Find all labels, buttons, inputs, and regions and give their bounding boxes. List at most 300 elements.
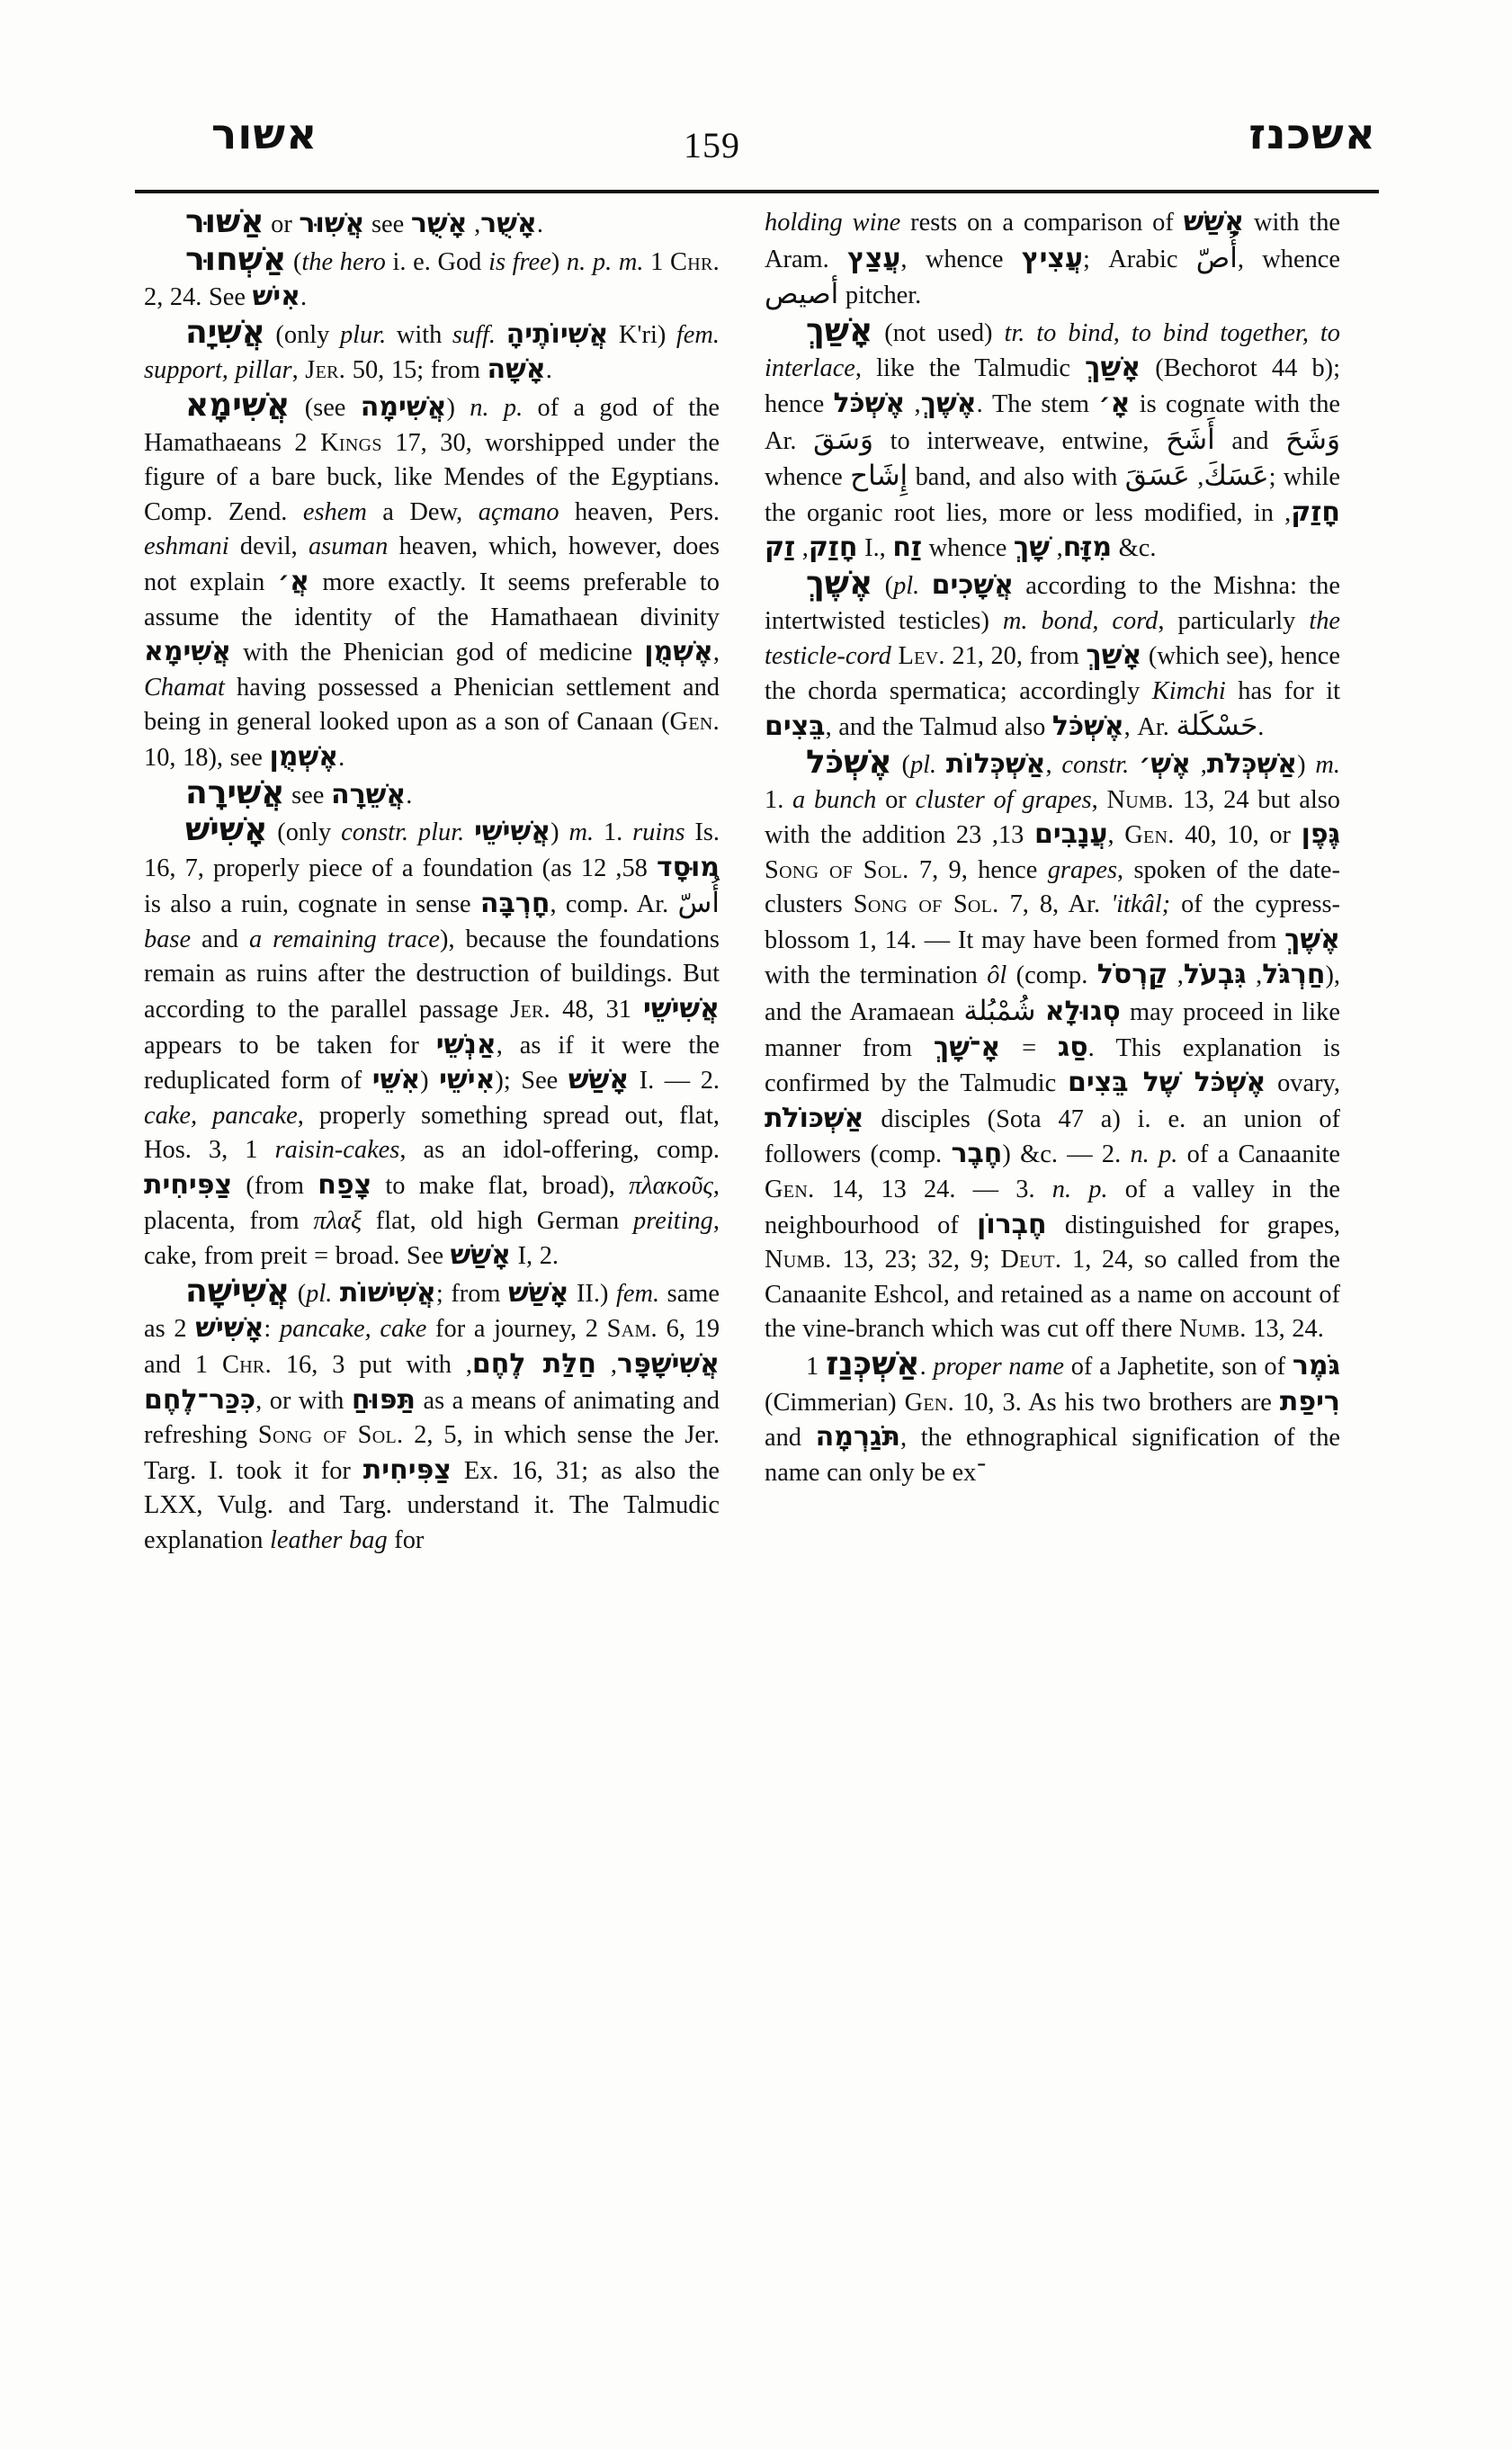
body-text: , xyxy=(712,639,720,667)
entry-headword: אֲשִׁישָׁה xyxy=(185,1272,291,1310)
body-text: 1 xyxy=(643,247,670,276)
scripture-reference: Numb. xyxy=(765,1246,832,1274)
hebrew-word: אֲשִׁישֵׁי xyxy=(643,993,720,1025)
entry-headword: אֶשֶׁךְ xyxy=(806,564,873,602)
body-text: I., xyxy=(857,534,893,563)
body-text: , xyxy=(467,210,481,238)
body-text: , or with xyxy=(255,1386,352,1415)
hebrew-word: אַנְשֵׁי xyxy=(435,1028,497,1060)
body-text: for xyxy=(387,1525,425,1554)
scripture-reference: Song of Sol. xyxy=(765,855,909,884)
body-text: has for it xyxy=(1225,676,1340,705)
hebrew-word: אֶשֶׁךְ xyxy=(1284,923,1340,955)
body-text: 2, 5, in which sense the Jer. Targ. I. took it for xyxy=(144,1421,720,1485)
body-text: 1, 24, so called from the Canaanite Eshcol, and retained as a name on account of the vine-branch which was cut off there xyxy=(765,1246,1340,1344)
body-text: ) xyxy=(1297,750,1316,779)
body-text: , properly something spread out, flat, Hos. 3, 1 xyxy=(144,1101,720,1165)
body-text: distinguished for grapes, xyxy=(1046,1211,1340,1239)
arabic-word: أصيص xyxy=(765,278,839,311)
dictionary-entry xyxy=(765,205,1340,314)
entry-headword: אֶשְׁכֹּל xyxy=(806,743,892,781)
hebrew-word: אָשַׁךְ xyxy=(1085,352,1141,384)
body-text: 13, 23, xyxy=(955,821,1125,850)
body-text: 13, 23; 32, 9; xyxy=(831,1246,1001,1274)
body-text xyxy=(464,818,474,846)
scripture-reference: Sam. xyxy=(606,1315,658,1344)
hebrew-word: אֲ׳ xyxy=(277,565,309,597)
italic-gloss: pancake, cake xyxy=(279,1315,427,1344)
italic-gloss: n. p. m. xyxy=(566,247,644,276)
italic-gloss: Kimchi xyxy=(1151,676,1226,705)
hebrew-word: אֲשִׁיוֹתֶיהָ xyxy=(505,317,609,350)
hebrew-word: אַשְׁכּוֹלֹת xyxy=(765,1102,864,1134)
hebrew-word: אָשַׁשׁ xyxy=(508,1276,569,1309)
body-text: ) xyxy=(446,393,470,422)
body-text: , xyxy=(596,1351,618,1379)
arabic-word: وَسَقَ xyxy=(813,423,873,456)
body-text: for a journey, 2 xyxy=(426,1315,607,1344)
body-text xyxy=(936,751,946,779)
page-number: 159 xyxy=(684,125,740,165)
body-text: ( xyxy=(872,571,894,600)
body-text: according to the Mishna: the intertwisted testicles) xyxy=(765,571,1340,635)
dictionary-entry xyxy=(765,311,1341,567)
body-text: see xyxy=(284,781,331,809)
body-text: 1. xyxy=(806,1353,934,1381)
hebrew-word: סַג xyxy=(1057,1031,1088,1063)
body-text: , whence xyxy=(900,245,1022,273)
body-text: a Dew, xyxy=(366,497,479,526)
entry-headword: אֲשִׁיָה xyxy=(185,313,265,351)
body-text: . xyxy=(300,283,308,312)
hebrew-word: אֶשְׁכֹּל שֶׁל בֵּצִים xyxy=(1067,1067,1266,1099)
dictionary-entry xyxy=(765,743,1341,1347)
body-text: ( xyxy=(420,1067,440,1095)
italic-gloss: pl. xyxy=(893,571,920,600)
body-text: of a god of the Hamathaeans 2 xyxy=(144,393,720,457)
hebrew-word: קַרְסֹל xyxy=(1096,959,1168,991)
hebrew-word: רִיפַת xyxy=(1279,1385,1340,1417)
hebrew-word: עֲצַץ xyxy=(847,242,901,274)
scripture-reference: Numb. xyxy=(1179,1315,1247,1344)
body-text: , xyxy=(465,1351,472,1379)
body-text xyxy=(332,1280,340,1308)
hebrew-word: אִשֵּׁי xyxy=(371,1064,421,1096)
body-text: or xyxy=(876,785,916,814)
scripture-reference: Gen. xyxy=(765,1176,815,1204)
body-text: ; from xyxy=(435,1279,509,1308)
scripture-reference: Jer. xyxy=(305,356,346,385)
body-text: , like the Talmudic xyxy=(854,354,1086,383)
italic-gloss: ruins xyxy=(632,818,685,847)
scripture-reference: Song of Sol. xyxy=(853,890,999,919)
body-text: ), because the foundations remain as ruins after the destruction of buildings. But according to the parallel passage xyxy=(144,925,720,1024)
scripture-reference: Gen. xyxy=(669,708,720,737)
italic-gloss: fem. xyxy=(616,1279,660,1308)
body-text: = xyxy=(1000,1033,1058,1062)
body-text: whence xyxy=(922,534,1014,563)
hebrew-word: צַפִּיחִית xyxy=(362,1453,452,1486)
italic-gloss: Chamat xyxy=(144,673,225,702)
body-text: I, 2. xyxy=(510,1242,559,1271)
body-text: K'ri) xyxy=(608,320,676,349)
entry-headword: אֲשִׁימָא xyxy=(185,386,291,424)
body-text: ( xyxy=(891,750,910,779)
body-text: ( xyxy=(290,1279,307,1308)
body-text: Ex. 16, 31; as also the LXX, Vulg. and Targ. understand it. The Talmudic explanation xyxy=(144,1456,720,1554)
hebrew-word: עֲנָבִים xyxy=(1033,818,1108,851)
hebrew-word: אֲשֵׁרָה xyxy=(330,778,407,810)
body-text: 13, 24 but also with the addition xyxy=(765,785,1341,850)
running-head-right-hebrew: אשכנז xyxy=(1248,110,1376,159)
body-text: whence xyxy=(765,463,851,492)
body-text: to interweave, entwine, xyxy=(872,426,1167,455)
dictionary-entry xyxy=(144,313,720,389)
body-text: , whence xyxy=(1237,245,1340,273)
dictionary-entry xyxy=(144,773,720,814)
body-text: 2, 24. See xyxy=(144,283,253,312)
body-text: heaven, which, however, does not explain xyxy=(144,532,720,596)
hebrew-word: גֶּפֶן xyxy=(1301,818,1340,851)
scripture-reference: Gen. xyxy=(904,1388,955,1417)
italic-gloss: m. xyxy=(1315,750,1340,779)
body-text: 21, 20, from xyxy=(944,642,1087,671)
hebrew-word: אָשַׁשׁ xyxy=(450,1239,511,1272)
body-text: to make flat, broad), xyxy=(371,1172,630,1201)
hebrew-word: אֲשָׁכִים xyxy=(931,568,1014,601)
body-text: 7, 8, Ar. xyxy=(998,890,1112,919)
body-text: , xyxy=(1190,750,1207,779)
body-text: 10, 3. As his two brothers are xyxy=(954,1388,1280,1417)
italic-gloss: raisin-cakes xyxy=(274,1136,400,1165)
body-text: rests on a comparison of xyxy=(900,209,1184,237)
body-text: ) xyxy=(550,818,569,847)
body-text: (see xyxy=(290,393,361,422)
italic-gloss: the testicle-cord xyxy=(765,606,1340,671)
entry-headword: אַשּׁוּר xyxy=(185,203,264,240)
italic-gloss: n. p. xyxy=(470,393,523,422)
hebrew-word: צַפִּיחִית xyxy=(144,1169,233,1202)
italic-gloss: constr. xyxy=(1061,750,1130,779)
italic-gloss: m. xyxy=(1002,606,1028,635)
italic-gloss: tr. to bind, to bind together, to interlace xyxy=(765,318,1340,383)
hebrew-word: עֲצִיץ xyxy=(1021,242,1084,274)
body-text: , particularly xyxy=(1158,606,1310,635)
hebrew-word: בֵּצִים xyxy=(765,711,826,743)
body-text: , comp. Ar. xyxy=(550,890,678,919)
body-text: , xyxy=(1091,785,1107,814)
body-text: 7, 9, hence xyxy=(908,855,1048,884)
arabic-word: أُسّ xyxy=(677,887,720,920)
body-text: , xyxy=(291,356,306,385)
body-text: appears to be taken for xyxy=(144,1031,436,1060)
body-text: , the ethnographical signification of the name can only be ex־ xyxy=(765,1424,1340,1487)
hebrew-word: אָ־שָׁךְ xyxy=(933,1031,1001,1063)
body-text: 17, 30, worshipped under the figure of a bare buck, like Mendes of the Egyptians. Comp. Zend. xyxy=(144,428,720,526)
hebrew-word: סְגוּלָא xyxy=(1044,996,1121,1028)
scripture-reference: Song of Sol. xyxy=(257,1421,404,1450)
body-text: flat, old high German xyxy=(362,1206,634,1235)
body-text: with the Aram. xyxy=(765,209,1340,273)
greek-word: πλαξ xyxy=(313,1206,362,1235)
hebrew-word: אֶשְׁמֻן xyxy=(644,636,713,668)
italic-gloss: proper name xyxy=(933,1353,1064,1381)
running-head-left-hebrew: אשור xyxy=(211,110,318,159)
body-text: 48, 31 xyxy=(550,996,643,1024)
hebrew-word: אָשֻׁר xyxy=(480,208,537,239)
body-text: , xyxy=(1284,498,1292,527)
italic-gloss: holding wine xyxy=(765,209,901,237)
body-text: more exactly. It seems preferable to assume the identity of the Hamathaean divinity xyxy=(144,568,720,631)
italic-gloss: plur. xyxy=(339,320,387,349)
dictionary-entry xyxy=(144,205,720,243)
body-text: (from xyxy=(232,1172,318,1201)
hebrew-word: זַק xyxy=(765,532,796,564)
italic-gloss: eshem xyxy=(302,497,367,526)
greek-word: πλακοῦς xyxy=(629,1172,713,1201)
body-text: (which see), hence the chorda spermatica; accordingly xyxy=(765,642,1340,705)
body-text: 1. xyxy=(594,818,633,847)
hebrew-word: שָׁךְ xyxy=(1013,532,1050,564)
italic-gloss: n. p. xyxy=(1051,1176,1108,1204)
hebrew-word: כִּכַּר־לֶחֶם xyxy=(144,1383,256,1416)
body-text: , xyxy=(905,389,921,418)
body-text: , xyxy=(1050,534,1063,563)
body-text: (Cimmerian) xyxy=(765,1388,905,1417)
body-text: 6, 19 and 1 xyxy=(144,1315,720,1379)
body-text: heaven, Pers. xyxy=(559,497,720,526)
body-text: band, and also with xyxy=(908,463,1125,492)
body-text: . xyxy=(545,356,552,385)
hebrew-word: חַרְגֹּל xyxy=(1262,959,1326,991)
entry-headword: אַשְׁכְּנַז xyxy=(825,1346,920,1382)
body-text: or xyxy=(264,210,300,238)
hebrew-word: אֲשִׁישׁוֹת xyxy=(339,1276,436,1309)
hebrew-word: אֶשְׁכֹּל xyxy=(833,387,906,419)
body-text: 13, 24. xyxy=(1246,1315,1324,1344)
italic-gloss: cake, pancake xyxy=(144,1101,298,1130)
hebrew-word: חָרְבָּה xyxy=(479,888,550,920)
dictionary-entry xyxy=(765,1347,1340,1490)
hebrew-word: גֹּמֶר xyxy=(1292,1350,1340,1381)
hebrew-word: אֲשִׁימָה xyxy=(360,390,447,423)
body-text: ; while the organic root lies, more or less modified, in xyxy=(765,463,1340,527)
italic-gloss: pl. xyxy=(306,1279,333,1308)
body-text: may proceed in like manner from xyxy=(765,998,1340,1062)
body-text: , xyxy=(795,534,809,563)
body-text: , cake, from preit = broad. See xyxy=(144,1206,720,1271)
body-text: 58, 12 is also a ruin, cognate in sense xyxy=(144,854,657,919)
body-text: (only xyxy=(264,320,340,349)
body-text: . The stem xyxy=(976,389,1099,418)
entry-headword: אָשַׁךְ xyxy=(806,311,873,349)
body-text: 1. xyxy=(765,785,793,814)
body-text: 40, 10, or xyxy=(1174,821,1302,850)
body-text: devil, xyxy=(228,532,309,561)
body-text: . xyxy=(338,743,345,772)
body-text xyxy=(496,321,506,349)
italic-gloss: fem. support, pillar xyxy=(144,320,720,385)
body-text: , as if it were the reduplicated form of xyxy=(144,1031,720,1095)
hebrew-word: חָזַק xyxy=(1291,496,1340,528)
italic-gloss: m. xyxy=(568,818,595,847)
italic-gloss: leather bag xyxy=(270,1525,388,1554)
body-text: of a Canaanite xyxy=(1177,1140,1340,1169)
hebrew-word: אֶשְׁכֹּל xyxy=(1051,711,1124,743)
hebrew-word: אֶשֶׁךְ xyxy=(920,387,977,419)
body-text: . xyxy=(406,781,413,809)
body-text: , xyxy=(1045,750,1062,779)
body-text: with the termination xyxy=(765,961,988,990)
body-text: ), and the Aramaean xyxy=(765,961,1340,1027)
scripture-reference: Deut. xyxy=(1000,1246,1062,1274)
italic-gloss: cluster of grapes xyxy=(915,785,1092,814)
dictionary-entry xyxy=(144,386,720,776)
hebrew-word: אָשָׁה xyxy=(487,353,546,386)
body-text: II.) xyxy=(568,1279,616,1308)
body-text: 14, 13 24. — 3. xyxy=(814,1176,1052,1204)
body-text: of a valley in the neighbourhood of xyxy=(765,1176,1341,1239)
scripture-reference: Gen. xyxy=(1124,821,1175,850)
hebrew-word: אֲשִׁישָׁפָּר xyxy=(617,1348,720,1380)
scripture-reference: Kings xyxy=(320,428,382,457)
italic-gloss: a bunch xyxy=(792,785,877,814)
italic-gloss: açmano xyxy=(478,497,559,526)
column-left xyxy=(144,205,720,1559)
hebrew-word: אִישֵׁי xyxy=(439,1064,496,1096)
body-text: of the cypress-blossom 1, 14. — It may have been formed from xyxy=(765,890,1341,954)
scripture-reference: Numb. xyxy=(1106,785,1175,814)
body-text xyxy=(1129,751,1139,779)
arabic-word: عَسَقَ xyxy=(1124,460,1190,493)
hebrew-word: חָזַק xyxy=(808,532,858,564)
body-text: , as an idol-offering, comp. xyxy=(399,1136,720,1165)
hebrew-word: אָשַׁךְ xyxy=(1086,639,1142,672)
body-text: , spoken of the date-clusters xyxy=(765,855,1340,919)
dictionary-entry xyxy=(144,240,720,316)
body-text: ) xyxy=(550,247,567,276)
hebrew-word: אֲשִׁימָא xyxy=(144,636,231,668)
scripture-reference: Lev. xyxy=(898,642,945,671)
body-text: disciples (Sota 47 a) i. e. an union of followers (comp. xyxy=(765,1104,1340,1169)
italic-gloss: bond, cord xyxy=(1041,606,1159,635)
hebrew-word: צָפַח xyxy=(318,1169,372,1202)
italic-gloss: suff. xyxy=(452,320,497,349)
body-text: is cognate with the Ar. xyxy=(765,389,1341,455)
hebrew-word: אַשְׁכְּלֹת xyxy=(1206,747,1298,780)
hebrew-word: תֹּגַרְמָה xyxy=(815,1421,900,1453)
body-text: pitcher. xyxy=(838,282,922,310)
hebrew-word: אֲשִׁוּר xyxy=(299,208,365,239)
arabic-word: وَشَحَ xyxy=(1285,423,1340,456)
italic-gloss: the hero xyxy=(301,247,386,276)
hebrew-word: גִּבְעֹל xyxy=(1183,959,1247,991)
hebrew-word: אָשַׁשׁ xyxy=(1183,206,1245,237)
italic-gloss: eshmani xyxy=(144,532,229,561)
body-text: , placenta, from xyxy=(144,1172,720,1235)
hebrew-word: מוּסָד xyxy=(656,851,720,883)
body-text: . This explanation is confirmed by the Talmudic xyxy=(765,1033,1340,1098)
header-rule xyxy=(135,190,1379,193)
column-right xyxy=(765,205,1340,1490)
dictionary-entry xyxy=(765,564,1340,746)
hebrew-word: אָ׳ xyxy=(1098,387,1131,419)
hebrew-word: אָשִׁישׁ xyxy=(195,1312,264,1345)
body-text: 10, 18), see xyxy=(144,743,270,772)
hebrew-word: זַח xyxy=(892,532,923,564)
arabic-word: أَشَحَ xyxy=(1166,423,1215,456)
body-text: and xyxy=(191,925,249,953)
scripture-reference: Chr. xyxy=(221,1351,272,1379)
entry-headword: אָשִׁישׁ xyxy=(185,811,268,849)
body-text: &c. xyxy=(1112,534,1157,563)
italic-gloss: is free xyxy=(488,247,551,276)
hebrew-word: אַשְׁכְּלוֹת xyxy=(945,747,1046,780)
body-text: with xyxy=(386,320,452,349)
entry-headword: אֲשִׁירָה xyxy=(185,773,285,811)
body-text: ovary, xyxy=(1266,1069,1340,1098)
hebrew-word: אִישׁ xyxy=(252,281,301,313)
hebrew-word: חֶבֶר xyxy=(951,1138,1003,1170)
arabic-word: شُمْبُلة xyxy=(963,995,1036,1028)
running-head xyxy=(135,110,1376,192)
italic-gloss: base xyxy=(144,925,192,953)
body-text: (only xyxy=(267,818,342,847)
body-text: , xyxy=(1189,463,1204,492)
body-text: see xyxy=(364,210,411,238)
hebrew-word: אֶשְׁמֻן xyxy=(269,740,339,773)
italic-gloss: ôl xyxy=(987,961,1007,990)
body-text: . xyxy=(1257,713,1265,742)
scripture-reference: Chr. xyxy=(670,247,720,276)
scripture-reference: Jer. xyxy=(510,996,551,1024)
body-text: same as xyxy=(144,1279,720,1344)
hebrew-word: מִזָּח xyxy=(1062,532,1113,564)
body-text: . xyxy=(536,210,543,238)
italic-gloss: grapes xyxy=(1047,855,1117,884)
body-text: of a Japhetite, son of xyxy=(1063,1353,1293,1381)
body-text: as a means of animating and refreshing xyxy=(144,1386,720,1450)
arabic-word: أُصّ xyxy=(1195,241,1238,274)
body-text: i. e. God xyxy=(385,247,489,276)
body-text: 2: xyxy=(174,1315,280,1344)
body-text: (Bechorot 44 b); hence xyxy=(765,354,1340,418)
body-text: and xyxy=(1214,426,1286,455)
body-text: (not used) xyxy=(872,318,1005,347)
hebrew-word: חַלַּת לֶחֶם xyxy=(471,1348,597,1380)
body-text: ( xyxy=(286,247,302,276)
body-text: ) &c. — 2. xyxy=(1002,1140,1131,1169)
body-text xyxy=(1036,998,1045,1026)
italic-gloss: constr. plur. xyxy=(341,818,465,847)
hebrew-word: חֶבְרוֹן xyxy=(977,1208,1047,1240)
arabic-word: إِشَاح xyxy=(850,460,908,493)
dictionary-entry xyxy=(144,813,720,1274)
body-text: and xyxy=(765,1424,816,1453)
body-text: Is. 16, 7, properly piece of a foundation (as xyxy=(144,818,720,882)
hebrew-word: תַּפּוּחַ xyxy=(351,1383,416,1416)
body-text xyxy=(1028,607,1042,635)
italic-gloss: pl. xyxy=(909,750,937,779)
hebrew-word: אָשַׁשׁ xyxy=(568,1064,630,1096)
body-text: 16, 3 put with xyxy=(271,1351,466,1379)
body-text: , xyxy=(1246,961,1263,990)
italic-gloss: n. p. xyxy=(1130,1140,1178,1169)
body-text: , xyxy=(1168,961,1184,990)
italic-gloss: 'itkâl; xyxy=(1111,890,1171,919)
entry-headword: אַשְׁחוּר xyxy=(185,240,287,278)
body-text: having possessed a Phenician settlement and being in general looked upon as a son of Canaan ( xyxy=(144,673,720,737)
